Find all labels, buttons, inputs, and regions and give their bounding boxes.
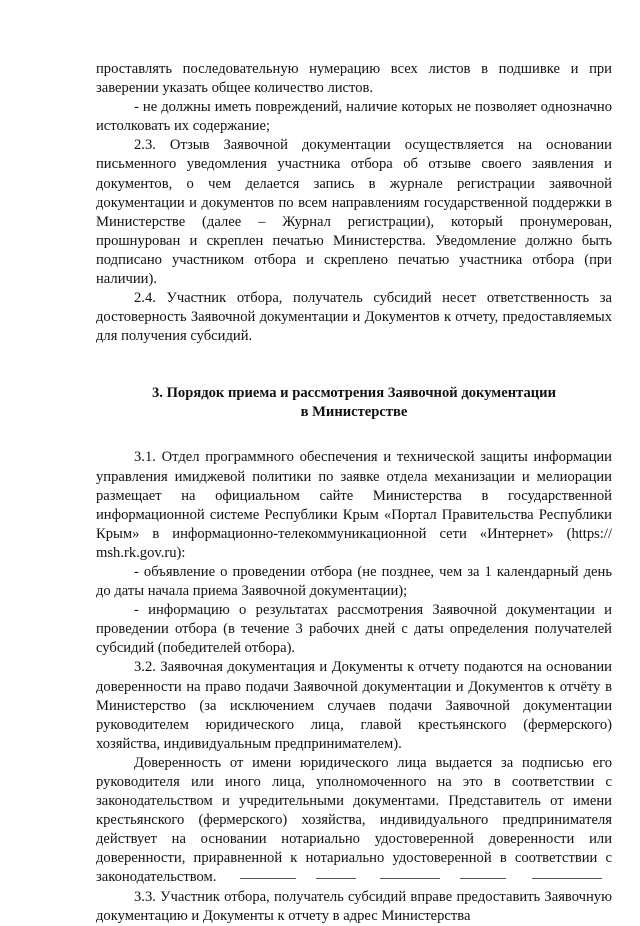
footer-line	[532, 878, 602, 879]
paragraph-3-3: 3.3. Участник отбора, получатель субсидий вправе предоставить Заявочную документацию и Документы к отчету в адрес Министерства	[96, 888, 612, 924]
paragraph-numbering-continuation: проставлять последовательную нумерацию всех листов в подшивке и при заверении указать общее количество листов.	[96, 61, 612, 97]
paragraph-3-1: 3.1. Отдел программного обеспечения и технической защиты информации управления имиджевой политики по заявке отдела механизации и мелиорации размещает на официальном сайте Министерства в государственной информационной системе Республики Крым «Портал Правительства Республики Крым» в информационно-телекоммуникационной сети «Интернет» (https:// msh.rk.gov.ru):	[96, 449, 612, 561]
paragraph-power-of-attorney: Доверенность от имени юридического лица выдается за подписью его руководителя или иного лица, уполномоченного на это в соответствии с законодательством и учредительными документами. Представитель от имени крестьянского (фермерского) хозяйства, индивидуального предпринимателя действует на основании нотариально удостоверенной доверенности или доверенности, приравненной к нотариально удостоверенной в соответствии с законодательством.	[96, 754, 612, 886]
section-heading-line-2: в Министерстве	[300, 404, 408, 421]
footer-line	[380, 878, 440, 879]
spacer	[96, 346, 612, 384]
footer-line	[240, 878, 296, 879]
footer-line	[316, 878, 356, 879]
paragraph-2-3: 2.3. Отзыв Заявочной документации осуществляется на основании письменного уведомления участника отбора об отзыве своего заявления и документов, о чем делается запись в журнале регистрации заявочной документации и документов по всем направлениям государственной поддержки в Министерстве (далее – Журнал регистрации), который пронумерован, прошнурован и скреплен печатью Министерства. Уведомление должно быть подписано участником отбора и скреплено печатью участника отбора (при наличии).	[96, 137, 612, 288]
paragraph-3-2: 3.2. Заявочная документация и Документы к отчету подаются на основании доверенности на право подачи Заявочной документации и Документов к отчёту в Министерство (за исключением случаев подачи Заявочной документации руководителем юридического лица, главой крестьянского (фермерского) хозяйства, индивидуальным предпринимателем).	[96, 659, 612, 752]
document-page	[96, 60, 612, 926]
footer-line	[460, 878, 506, 879]
section-heading-line-1: 3. Порядок приема и рассмотрения Заявочной документации	[151, 385, 557, 402]
footer-scan-lines	[240, 878, 640, 884]
paragraph-results-info: - информацию о результатах рассмотрения Заявочной документации и проведении отбора (в течение 3 рабочих дней с даты определения получателей субсидий (победителей отбора).	[96, 602, 612, 657]
paragraph-2-4: 2.4. Участник отбора, получатель субсидий несет ответственность за достоверность Заявочной документации и Документов к отчету, предоставляемых для получения субсидий.	[96, 290, 612, 345]
spacer	[96, 422, 612, 448]
paragraph-no-damage: - не должны иметь повреждений, наличие которых не позволяет однозначно истолковать их содержание;	[96, 99, 612, 135]
paragraph-announcement: - объявление о проведении отбора (не позднее, чем за 1 календарный день до даты начала приема Заявочной документации);	[96, 563, 612, 600]
